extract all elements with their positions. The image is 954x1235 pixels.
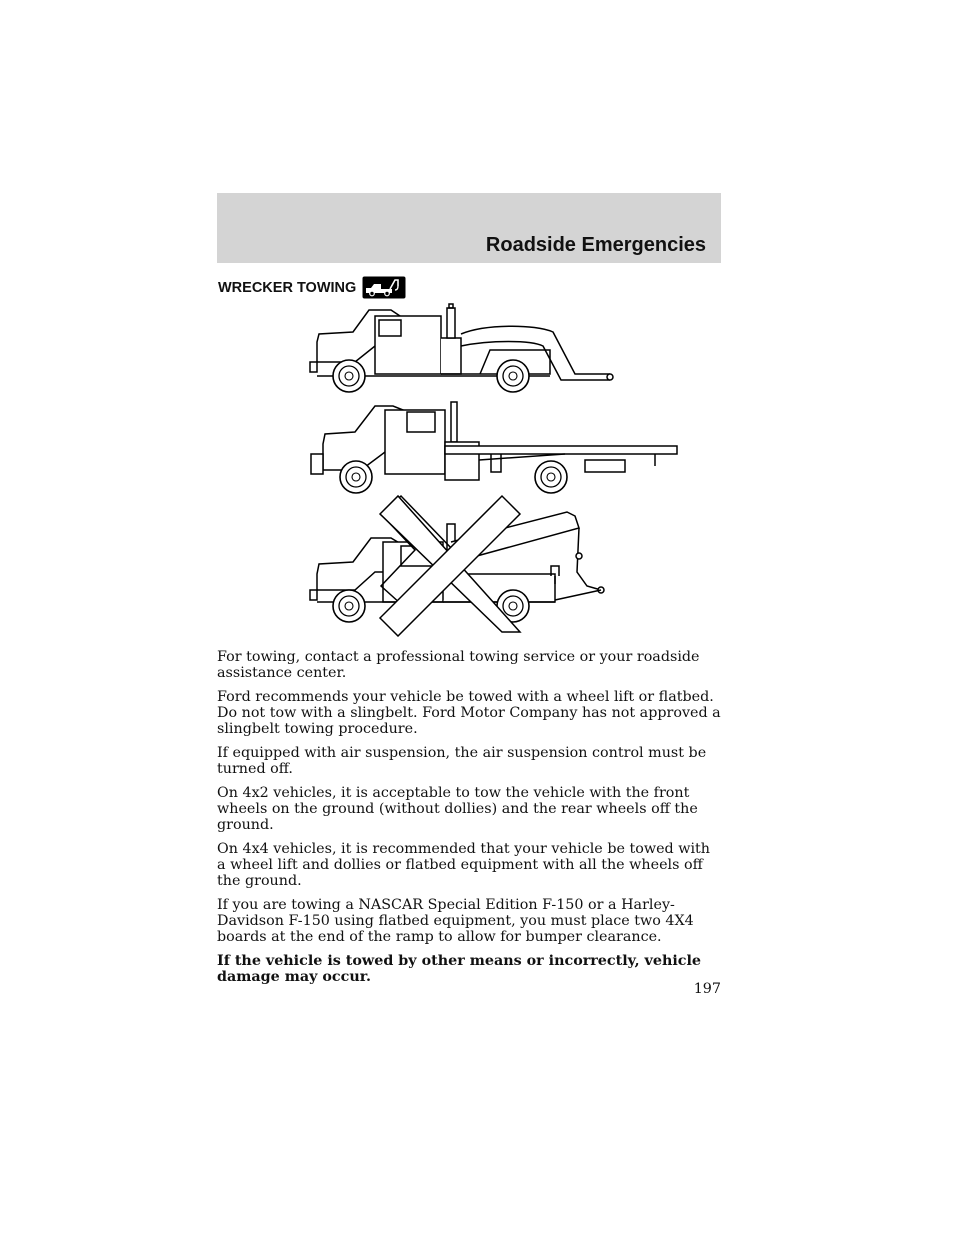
subheading-label: WRECKER TOWING [218, 279, 357, 296]
warning-paragraph: If the vehicle is towed by other means or incorrectly, vehicle damage may occur. [217, 953, 701, 985]
wheel-lift-tow-truck [310, 304, 613, 392]
tow-truck-icon [362, 276, 406, 299]
page-number: 197 [693, 981, 721, 997]
towing-methods-illustration [305, 302, 685, 637]
subheading [218, 276, 406, 299]
body-text [217, 649, 721, 993]
section-title: Roadside Emergencies [485, 234, 706, 256]
paragraph: If you are towing a NASCAR Special Edition F-150 or a Harley-Davidson F-150 using flatbed equipment, you must place two 4X4 boards at the end of the ramp to allow for bumper clearance. [217, 897, 694, 945]
paragraph: If equipped with air suspension, the air suspension control must be turned off. [217, 745, 707, 777]
paragraph: On 4x2 vehicles, it is acceptable to tow the vehicle with the front wheels on the ground (without dollies) and the rear wheels off the ground. [217, 785, 698, 833]
paragraph: On 4x4 vehicles, it is recommended that your vehicle be towed with a wheel lift and dollies or flatbed equipment with all the wheels off the ground. [217, 841, 710, 889]
flatbed-tow-truck [311, 402, 677, 493]
section-header-band [217, 193, 721, 263]
paragraph: Ford recommends your vehicle be towed with a wheel lift or flatbed. Do not tow with a slingbelt. Ford Motor Company has not approved a slingbelt towing procedure. [217, 689, 721, 737]
paragraph: For towing, contact a professional towing service or your roadside assistance center. [217, 649, 700, 681]
